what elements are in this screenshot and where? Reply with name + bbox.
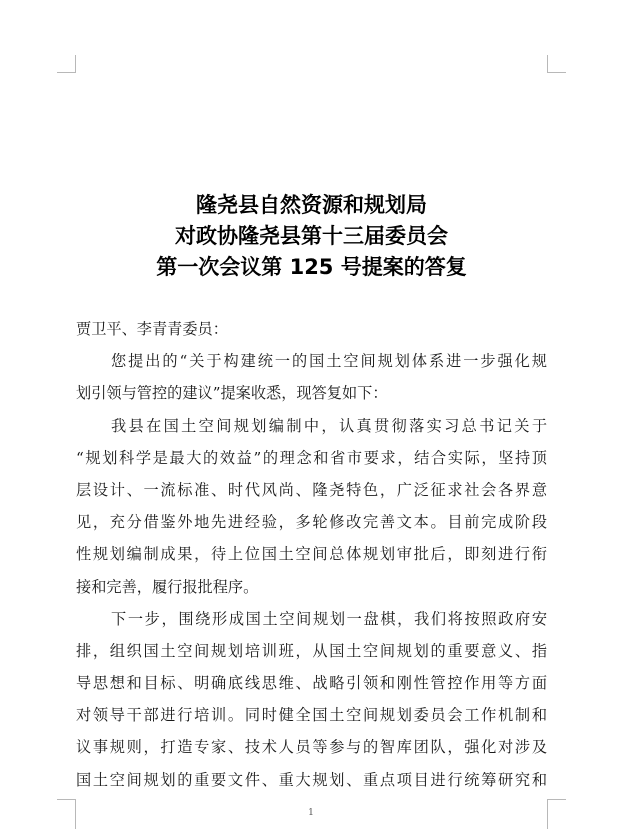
paragraph-2-line-3: 层设计、一流标准、时代风尚、隆尧特色，广泛征求社会各界意 <box>76 480 547 499</box>
paragraph-2-line-2: “规划科学是最大的效益”的理念和省市要求，结合实际，坚持顶 <box>76 448 547 467</box>
margin-corner-mark-bottom-left <box>57 799 76 829</box>
paragraph-3-line-4: 对领导干部进行培训。同时健全国土空间规划委员会工作机制和 <box>76 706 547 725</box>
title-line-1: 隆尧县自然资源和规划局 <box>196 193 427 217</box>
paragraph-2-line-1: 我县在国土空间规划编制中，认真贯彻落实习总书记关于 <box>111 416 547 435</box>
page-number: 1 <box>308 808 314 818</box>
paragraph-2-line-4: 见，充分借鉴外地先进经验，多轮修改完善文本。目前完成阶段 <box>76 513 547 532</box>
paragraph-3-line-1: 下一步，围绕形成国土空间规划一盘棋，我们将按照政府安 <box>111 609 547 628</box>
margin-corner-mark-top-left <box>57 55 76 73</box>
margin-corner-mark-bottom-right <box>547 799 566 829</box>
paragraph-1-line-2: 划引领与管控的建议”提案收悉，现答复如下： <box>76 384 388 403</box>
margin-corner-mark-top-right <box>547 55 566 73</box>
paragraph-3-line-5: 议事规则，打造专家、技术人员等参与的智库团队，强化对涉及 <box>76 738 547 757</box>
paragraph-1-line-1: 您提出的“关于构建统一的国土空间规划体系进一步强化规 <box>111 352 547 371</box>
paragraph-2-line-6: 接和完善，履行报批程序。 <box>76 577 259 596</box>
paragraph-3-line-6: 国土空间规划的重要文件、重大规划、重点项目进行统筹研究和 <box>76 770 547 789</box>
paragraph-3-line-3: 导思想和目标、明确底线思维、战略引领和刚性管控作用等方面 <box>76 674 547 693</box>
document-title <box>76 190 547 283</box>
paragraph-3-line-2: 排，组织国土空间规划培训班，从国土空间规划的重要意义、指 <box>76 641 547 660</box>
paragraph-2-line-5: 性规划编制成果，待上位国土空间总体规划审批后，即刻进行衔 <box>76 545 547 564</box>
title-line-2: 对政协隆尧县第十三届委员会 <box>175 224 448 248</box>
document-body <box>76 313 547 796</box>
title-line-3: 第一次会议第 125 号提案的答复 <box>156 255 467 279</box>
salutation: 贾卫平、李青青委员： <box>76 320 228 338</box>
